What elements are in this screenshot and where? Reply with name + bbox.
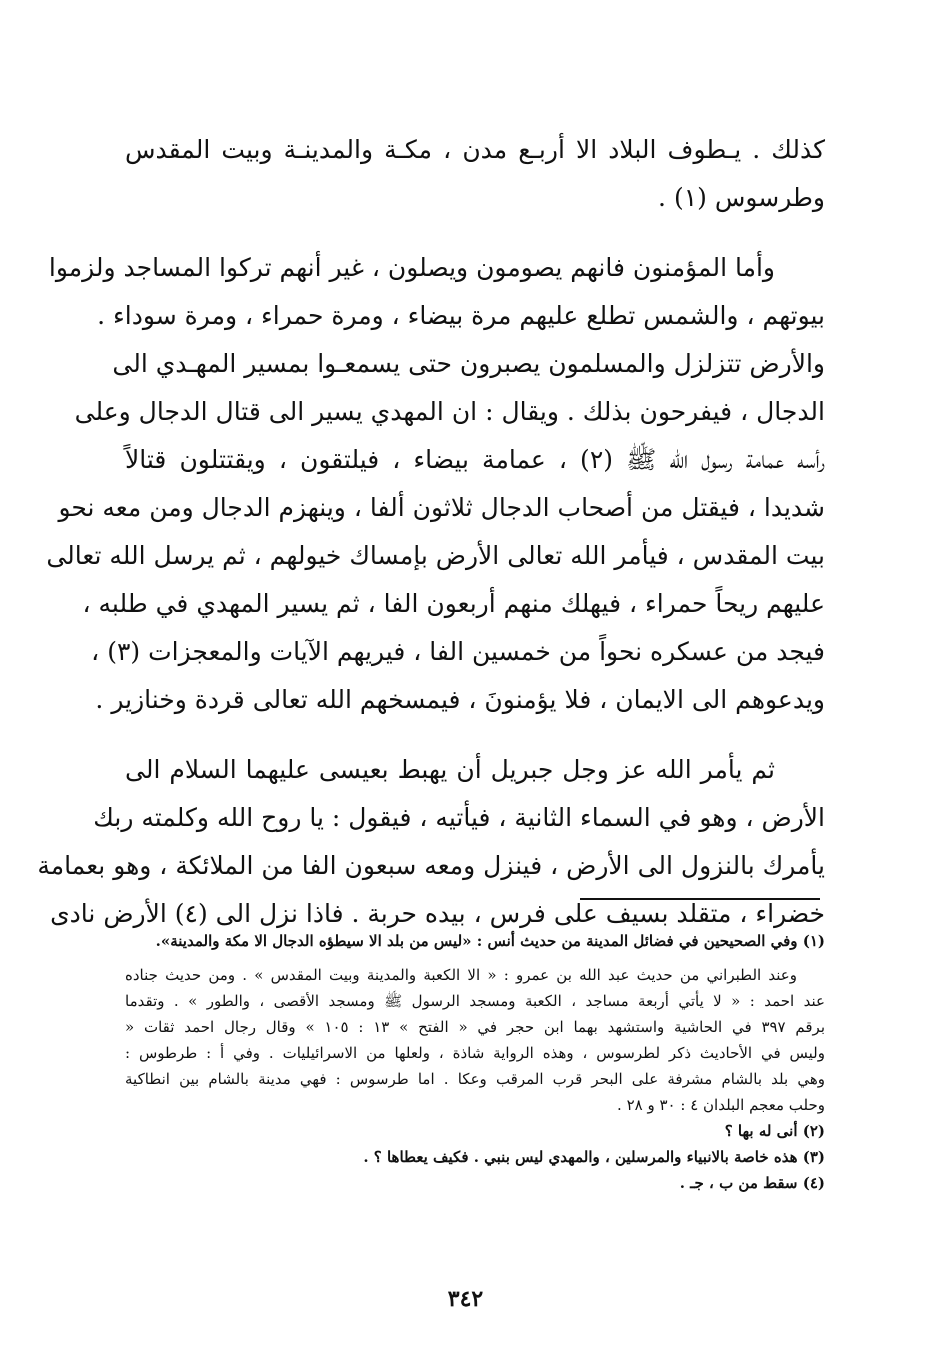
text-line: ثم يأمر الله عز وجل جبريل أن يهبط بعيسى عليهما السلام الى [125, 755, 775, 784]
text-line: ويدعوهم الى الايمان ، فلا يؤمنونَ ، فيمسخهم الله تعالى قردة وخنازير . [95, 685, 825, 714]
text-line: بيت المقدس ، فيأمر الله تعالى الأرض بإمساك خيولهم ، ثم يرسل الله تعالى [46, 541, 825, 570]
text-line: كذلك . يـطوف البلاد الا أربـع مدن ، مكـة والمدينـة وبيت المقدس [125, 135, 825, 164]
text-line: وطرسوس (١) . [658, 183, 825, 212]
footnote-line: عند احمد : « لا يأتي أربعة مساجد ، الكعبة ومسجد الرسول ﷺ ومسجد الأقصى ، والطور » . وتقدما [125, 992, 825, 1010]
footnote: (٤) سقط من ب ، جـ . [679, 1174, 825, 1192]
text-line: شديدا ، فيقتل من أصحاب الدجال ثلاثون ألفا ، وينهزم الدجال ومن معه نحو [58, 493, 825, 522]
footnote: (١) وفي الصحيحين في فضائل المدينة من حديث أنس : «ليس من بلد الا سيطؤه الدجال الا مكة والمدينة». [155, 932, 825, 950]
text-line: الأرض ، وهو في السماء الثانية ، فيأتيه ، فيقول : يا روح الله وكلمته ربك [93, 803, 825, 832]
footnote-line: برقم ٣٩٧ في الحاشية واستشهد بهما ابن حجر في « الفتح » ١٣ : ١٠٥ » وقال رجال احمد ثقات « [125, 1018, 826, 1036]
paragraph-gap [125, 222, 825, 244]
footnote-line: وعند الطبراني من حديث عبد الله بن عمرو : « الا الكعبة والمدينة وبيت المقدس » . ومن حديث جناده [125, 966, 797, 984]
text-line: وأما المؤمنون فانهم يصومون ويصلون ، غير أنهم تركوا المساجد ولزموا [48, 253, 775, 282]
text-line: بيوتهم ، والشمس تطلع عليهم مرة بيضاء ، ومرة حمراء ، ومرة سوداء . [97, 301, 825, 330]
text-line: يأمرك بالنزول الى الأرض ، فينزل ومعه سبعون الفا من الملائكة ، وهو بعمامة [37, 851, 825, 880]
text-line: عليهم ريحاً حمراء ، فيهلك منهم أربعون الفا ، ثم يسير المهدي في طلبه ، [82, 589, 825, 618]
paragraph-gap [125, 724, 825, 746]
footnote: (٣) هذه خاصة بالانبياء والمرسلين ، والمهدي ليس بنبي . فكيف يعطاها ؟ . [363, 1148, 825, 1166]
footnote-line: وحلب معجم البلدان ٤ : ٣٠ و ٢٨ . [617, 1096, 825, 1114]
text-line: والأرض تتزلزل والمسلمون يصبرون حتى يسمعـوا بمسير المهـدي الى [112, 349, 825, 378]
text-line: فيجد من عسكره نحواً من خمسين الفا ، فيريهم الآيات والمعجزات (٣) ، [91, 637, 825, 666]
footnote-divider [580, 898, 820, 900]
text-line: خضراء ، متقلد بسيف على فرس ، بيده حربة . فاذا نزل الى (٤) الأرض نادى [50, 899, 825, 928]
footnotes [125, 928, 825, 1196]
footnote: (٢) أنى له بها ؟ [724, 1122, 825, 1140]
main-text [37, 126, 825, 938]
footnote-line: وليس في الأحاديث ذكر لطرسوس ، وهذه الرواية شاذة ، ولعلها من الاسرائيليات . وفي أ : طرطوس : [125, 1044, 825, 1062]
page-number: ٣٤٢ [447, 1286, 484, 1312]
text-line: الدجال ، فيفرحون بذلك . ويقال : ان المهدي يسير الى قتال الدجال وعلى [74, 397, 825, 426]
footnote-gap [125, 954, 825, 962]
footnote-line: وهي بلد بالشام مشرفة على البحر قرب المرقب وعكا . اما طرسوس : فهي مدينة بالشام بين انطاكية [125, 1070, 825, 1088]
text-line: رأسه عمامة رسول الله ﷺ (٢) ، عمامة بيضاء ، فيلتقون ، ويقتتلون قتالاً [125, 445, 825, 474]
